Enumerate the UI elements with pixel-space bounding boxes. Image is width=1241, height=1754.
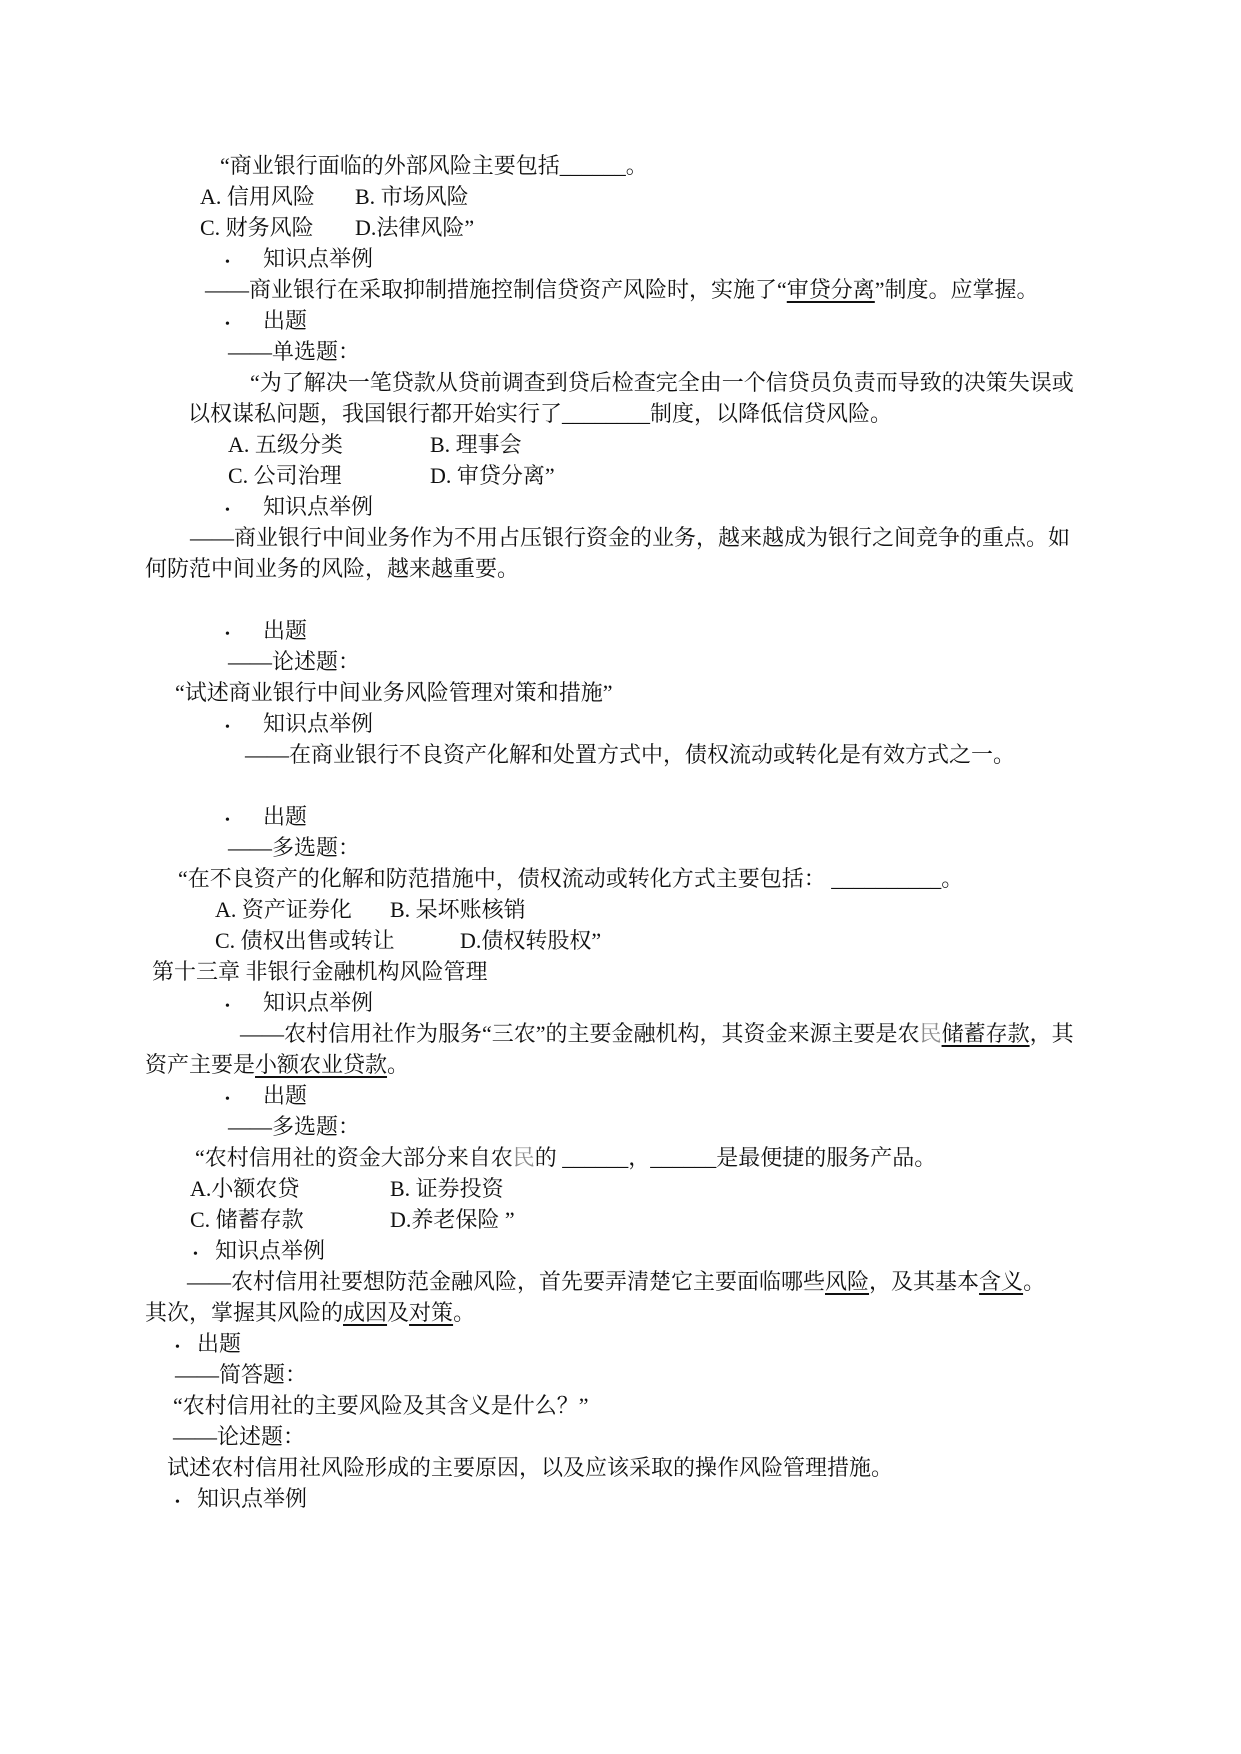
text-segment: ——农村信用社要想防范金融风险，首先要弄清楚它主要面临哪些 (187, 1269, 826, 1294)
bullet-item (145, 1080, 1155, 1111)
underlined-term: 含义 (979, 1269, 1024, 1294)
text-segment: 的 ______，______是最便捷的服务产品。 (534, 1145, 937, 1170)
text-segment: 出题 (263, 308, 308, 333)
underlined-term: 储蓄存款 (941, 1021, 1030, 1046)
text-segment: “农村信用社的资金大部分来自农 (195, 1145, 513, 1170)
option-a (190, 1173, 390, 1204)
knowledge-note (145, 1018, 1155, 1049)
question-text (145, 367, 1155, 398)
option-row (145, 1173, 1155, 1204)
bullet-item (145, 1483, 1155, 1514)
knowledge-note (145, 522, 1155, 553)
text-segment: B. 证券投资 (390, 1176, 504, 1201)
text-segment: 第十三章 非银行金融机构风险管理 (152, 959, 488, 984)
option-row (145, 429, 1155, 460)
text-segment: B. 理事会 (430, 432, 522, 457)
bullet-item (145, 305, 1155, 336)
text-segment: 民 (512, 1145, 535, 1170)
bullet-item (145, 1235, 1155, 1266)
option-b (430, 463, 555, 488)
option-row (145, 925, 1155, 956)
text-segment: ”制度。应掌握。 (874, 277, 1039, 302)
text-segment: 民 (919, 1021, 942, 1046)
text-segment: 知识点举例 (215, 1238, 326, 1263)
option-row (145, 1204, 1155, 1235)
option-a (215, 925, 460, 956)
text-segment: ——单选题： (228, 339, 361, 364)
option-a (228, 429, 430, 460)
option-b (430, 432, 522, 457)
text-segment: ——简答题： (175, 1362, 308, 1387)
text-segment: ——多选题： (228, 835, 361, 860)
text-segment: C. 公司治理 (228, 463, 342, 488)
option-b (355, 215, 474, 240)
bullet-icon: • (225, 503, 230, 518)
text-segment: A. 信用风险 (200, 184, 315, 209)
option-a (228, 460, 430, 491)
option-a (215, 894, 390, 925)
text-segment: 。 (1023, 1269, 1046, 1294)
bullet-icon: • (225, 1092, 230, 1107)
text-segment: 出题 (197, 1331, 242, 1356)
text-segment: “商业银行面临的外部风险主要包括______。 (220, 153, 648, 178)
question-text (145, 863, 1155, 894)
chapter-heading (145, 956, 1155, 987)
text-segment: 知识点举例 (263, 711, 374, 736)
text-segment: ——农村信用社作为服务“三农”的主要金融机构，其资金来源主要是农 (240, 1021, 920, 1046)
blank-line (145, 584, 1155, 615)
question-text (145, 398, 1155, 429)
text-segment: A.小额农贷 (190, 1176, 300, 1201)
bullet-item (145, 1328, 1155, 1359)
bullet-item (145, 708, 1155, 739)
text-segment: “农村信用社的主要风险及其含义是什么？” (173, 1393, 589, 1418)
question-text (145, 1142, 1155, 1173)
knowledge-note (145, 274, 1155, 305)
text-segment: A. 五级分类 (228, 432, 343, 457)
text-segment: D.养老保险 ” (390, 1207, 515, 1232)
text-segment: 知识点举例 (197, 1486, 308, 1511)
bullet-icon: • (225, 255, 230, 270)
option-row (145, 212, 1155, 243)
option-row (145, 894, 1155, 925)
bullet-item (145, 615, 1155, 646)
bullet-item (145, 491, 1155, 522)
bullet-icon: • (225, 813, 230, 828)
text-segment: ——在商业银行不良资产化解和处置方式中，债权流动或转化是有效方式之一。 (245, 742, 1016, 767)
text-segment: 。 (453, 1300, 476, 1325)
text-segment: ，及其基本 (869, 1269, 980, 1294)
text-segment: ——论述题： (173, 1424, 306, 1449)
knowledge-note (145, 739, 1155, 770)
bullet-icon: • (193, 1247, 198, 1262)
text-segment: “在不良资产的化解和防范措施中，债权流动或转化方式主要包括： __________。 (178, 866, 964, 891)
question-type (145, 336, 1155, 367)
underlined-term: 小额农业贷款 (255, 1052, 388, 1077)
bullet-icon: • (225, 999, 230, 1014)
text-segment: C. 债权出售或转让 (215, 928, 395, 953)
option-b (355, 184, 469, 209)
bullet-icon: • (225, 627, 230, 642)
question-type (145, 832, 1155, 863)
text-segment: 出题 (263, 618, 308, 643)
text-segment: 何防范中间业务的风险，越来越重要。 (145, 556, 520, 581)
text-segment: 出题 (263, 804, 308, 829)
text-segment: ——论述题： (228, 649, 361, 674)
bullet-item (145, 243, 1155, 274)
option-b (390, 1176, 504, 1201)
knowledge-note (145, 1049, 1155, 1080)
question-text (145, 1390, 1155, 1421)
text-segment: 出题 (263, 1083, 308, 1108)
bullet-item (145, 987, 1155, 1018)
text-segment: 。 (387, 1052, 410, 1077)
text-segment: 知识点举例 (263, 494, 374, 519)
bullet-icon: • (225, 720, 230, 735)
text-segment: ——商业银行中间业务作为不用占压银行资金的业务，越来越成为银行之间竞争的重点。如 (190, 525, 1071, 550)
text-segment: B. 呆坏账核销 (390, 897, 526, 922)
bullet-icon: • (175, 1340, 180, 1355)
option-a (200, 212, 355, 243)
knowledge-note (145, 1297, 1155, 1328)
underlined-term: 风险 (825, 1269, 870, 1294)
blank-line (145, 770, 1155, 801)
bullet-item (145, 801, 1155, 832)
text-segment: D. 审贷分离” (430, 463, 555, 488)
text-segment: C. 财务风险 (200, 215, 314, 240)
question-type (145, 1421, 1155, 1452)
option-b (390, 897, 526, 922)
text-segment: 知识点举例 (263, 990, 374, 1015)
question-type (145, 646, 1155, 677)
text-segment: D.法律风险” (355, 215, 475, 240)
text-segment: ，其 (1029, 1021, 1074, 1046)
option-a (200, 181, 355, 212)
option-row (145, 460, 1155, 491)
text-segment: 及 (387, 1300, 410, 1325)
knowledge-note (145, 553, 1155, 584)
text-segment: “为了解决一笔贷款从贷前调查到贷后检查完全由一个信贷员负责而导致的决策失误或 (250, 370, 1074, 395)
question-type (145, 1359, 1155, 1390)
underlined-term: 对策 (409, 1300, 454, 1325)
question-text (145, 1452, 1155, 1483)
text-segment: “试述商业银行中间业务风险管理对策和措施” (175, 680, 613, 705)
document-body (145, 150, 1155, 1514)
text-segment: 资产主要是 (145, 1052, 256, 1077)
question-text (145, 677, 1155, 708)
text-segment: 其次，掌握其风险的 (145, 1300, 344, 1325)
text-segment: D.债权转股权” (460, 928, 602, 953)
underlined-term: 成因 (343, 1300, 388, 1325)
question-type (145, 1111, 1155, 1142)
text-segment: ——多选题： (228, 1114, 361, 1139)
text-segment: B. 市场风险 (355, 184, 469, 209)
option-row (145, 181, 1155, 212)
knowledge-note (145, 1266, 1155, 1297)
option-a (190, 1204, 390, 1235)
text-segment: 以权谋私问题，我国银行都开始实行了________制度，以降低信贷风险。 (188, 401, 893, 426)
text-segment: A. 资产证券化 (215, 897, 352, 922)
option-b (390, 1207, 515, 1232)
question-text (145, 150, 1155, 181)
text-segment: 知识点举例 (263, 246, 374, 271)
text-segment: 试述农村信用社风险形成的主要原因，以及应该采取的操作风险管理措施。 (167, 1455, 894, 1480)
text-segment: ——商业银行在采取抑制措施控制信贷资产风险时，实施了“ (205, 277, 787, 302)
option-b (460, 928, 601, 953)
text-segment: C. 储蓄存款 (190, 1207, 304, 1232)
bullet-icon: • (225, 317, 230, 332)
bullet-icon: • (175, 1495, 180, 1510)
underlined-term: 审贷分离 (786, 277, 875, 302)
